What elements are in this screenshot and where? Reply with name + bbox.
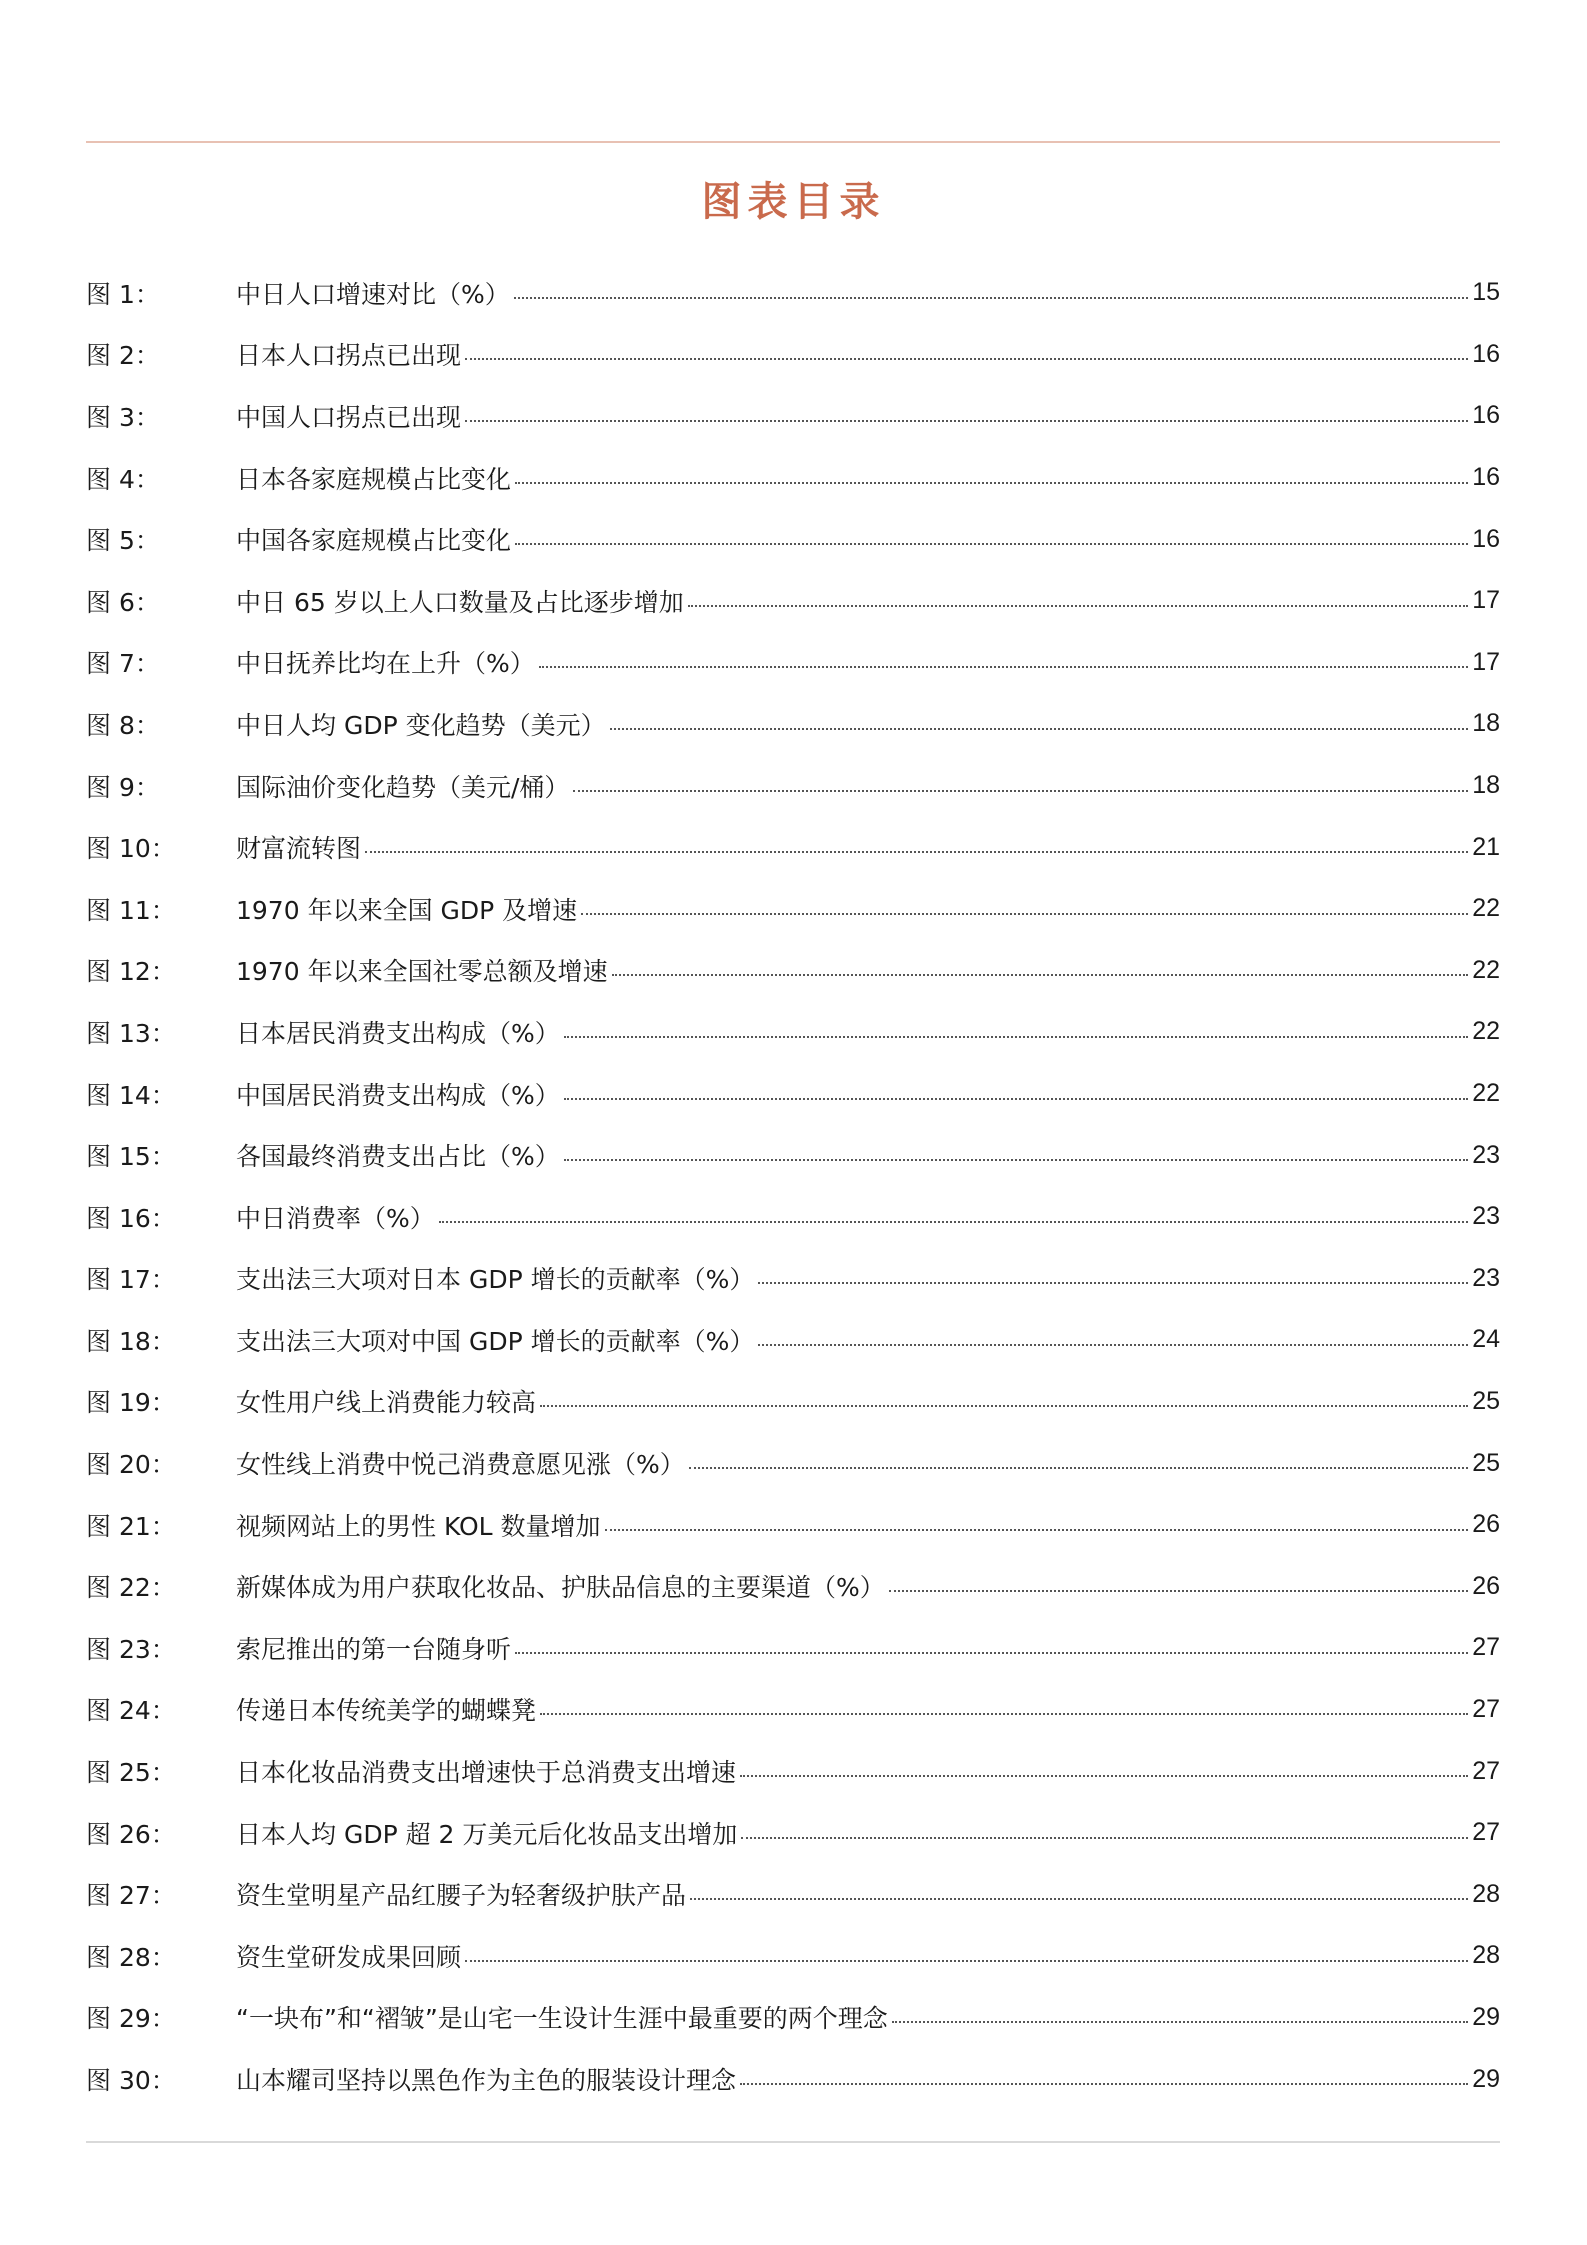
dot-leader bbox=[610, 728, 1469, 730]
figure-caption: 国际油价变化趋势（美元/桶） bbox=[236, 772, 570, 802]
toc-entry[interactable] bbox=[86, 2048, 1500, 2110]
toc-entry[interactable] bbox=[86, 1925, 1500, 1987]
figure-number: 图 10： bbox=[86, 834, 176, 864]
dot-leader bbox=[365, 851, 1468, 853]
page-number: 25 bbox=[1472, 1448, 1500, 1477]
figure-caption: 女性线上消费中悦己消费意愿见涨（%） bbox=[236, 1450, 685, 1480]
page-number: 16 bbox=[1472, 401, 1500, 430]
figure-number: 图 13： bbox=[86, 1018, 176, 1048]
figure-number: 图 20： bbox=[86, 1450, 176, 1480]
dot-leader bbox=[465, 420, 1468, 422]
dot-leader bbox=[689, 1467, 1468, 1469]
figure-caption: 中日人口增速对比（%） bbox=[236, 279, 510, 309]
page-number: 29 bbox=[1472, 2064, 1500, 2093]
figure-number: 图 24： bbox=[86, 1696, 176, 1726]
toc-entry[interactable] bbox=[86, 1987, 1500, 2049]
figure-caption: 山本耀司坚持以黑色作为主色的服装设计理念 bbox=[236, 2066, 737, 2096]
figure-caption: 1970 年以来全国 GDP 及增速 bbox=[236, 895, 578, 925]
dot-leader bbox=[892, 2021, 1468, 2023]
page-number: 17 bbox=[1472, 647, 1500, 676]
toc-entry[interactable] bbox=[86, 1124, 1500, 1186]
figure-number: 图 27： bbox=[86, 1881, 176, 1911]
toc-entry[interactable] bbox=[86, 1063, 1500, 1125]
figure-number: 图 29： bbox=[86, 2004, 176, 2034]
figure-number: 图 6： bbox=[86, 587, 160, 617]
dot-leader bbox=[889, 1590, 1468, 1592]
figure-caption: 支出法三大项对日本 GDP 增长的贡献率（%） bbox=[236, 1265, 755, 1295]
figure-caption: 中国人口拐点已出现 bbox=[236, 402, 462, 432]
toc-entry[interactable] bbox=[86, 1617, 1500, 1679]
dot-leader bbox=[564, 1159, 1468, 1161]
page-number: 23 bbox=[1472, 1140, 1500, 1169]
figure-number: 图 30： bbox=[86, 2066, 176, 2096]
page-number: 16 bbox=[1472, 339, 1500, 368]
toc-entry[interactable] bbox=[86, 1186, 1500, 1248]
toc-entry[interactable] bbox=[86, 755, 1500, 817]
dot-leader bbox=[564, 1098, 1468, 1100]
page-number: 25 bbox=[1472, 1386, 1500, 1415]
figure-caption: 资生堂明星产品红腰子为轻奢级护肤产品 bbox=[236, 1881, 687, 1911]
figure-number: 图 18： bbox=[86, 1326, 176, 1356]
toc-entry[interactable] bbox=[86, 1863, 1500, 1925]
figure-number: 图 12： bbox=[86, 957, 176, 987]
dot-leader bbox=[612, 974, 1469, 976]
header-divider bbox=[86, 141, 1500, 143]
toc-entry[interactable] bbox=[86, 447, 1500, 509]
page-number: 18 bbox=[1472, 771, 1500, 800]
dot-leader bbox=[740, 2083, 1468, 2085]
figure-number: 图 21： bbox=[86, 1511, 176, 1541]
figure-caption: 传递日本传统美学的蝴蝶凳 bbox=[236, 1696, 537, 1726]
toc-entry[interactable] bbox=[86, 1248, 1500, 1310]
toc-entry[interactable] bbox=[86, 1802, 1500, 1864]
figure-caption: 中日消费率（%） bbox=[236, 1203, 435, 1233]
figure-number: 图 11： bbox=[86, 895, 176, 925]
page-number: 16 bbox=[1472, 463, 1500, 492]
figure-caption: 新媒体成为用户获取化妆品、护肤品信息的主要渠道（%） bbox=[236, 1573, 885, 1603]
page-number: 18 bbox=[1472, 709, 1500, 738]
toc-entry[interactable] bbox=[86, 385, 1500, 447]
toc-entry[interactable] bbox=[86, 878, 1500, 940]
figure-number: 图 23： bbox=[86, 1634, 176, 1664]
page-number: 15 bbox=[1472, 278, 1500, 307]
page-number: 27 bbox=[1472, 1694, 1500, 1723]
figure-caption: 1970 年以来全国社零总额及增速 bbox=[236, 957, 608, 987]
figure-caption: 中日 65 岁以上人口数量及占比逐步增加 bbox=[236, 587, 684, 617]
figure-number: 图 22： bbox=[86, 1573, 176, 1603]
figure-number: 图 15： bbox=[86, 1142, 176, 1172]
dot-leader bbox=[688, 605, 1468, 607]
toc-entry[interactable] bbox=[86, 693, 1500, 755]
page-number: 27 bbox=[1472, 1633, 1500, 1662]
page-number: 17 bbox=[1472, 586, 1500, 615]
page-number: 22 bbox=[1472, 1079, 1500, 1108]
figure-number: 图 8： bbox=[86, 710, 160, 740]
dot-leader bbox=[758, 1282, 1468, 1284]
page-number: 23 bbox=[1472, 1202, 1500, 1231]
dot-leader bbox=[515, 482, 1468, 484]
figure-caption: 日本人口拐点已出现 bbox=[236, 341, 462, 371]
dot-leader bbox=[741, 1837, 1468, 1839]
figure-number: 图 26： bbox=[86, 1819, 176, 1849]
dot-leader bbox=[690, 1898, 1468, 1900]
dot-leader bbox=[514, 297, 1468, 299]
figure-caption: 各国最终消费支出占比（%） bbox=[236, 1142, 560, 1172]
figure-number: 图 25： bbox=[86, 1758, 176, 1788]
page-number: 28 bbox=[1472, 1879, 1500, 1908]
figure-caption: 资生堂研发成果回顾 bbox=[236, 1942, 462, 1972]
toc-entry[interactable] bbox=[86, 816, 1500, 878]
page-number: 22 bbox=[1472, 894, 1500, 923]
page-number: 23 bbox=[1472, 1263, 1500, 1292]
dot-leader bbox=[539, 666, 1468, 668]
figure-caption: 中日人均 GDP 变化趋势（美元） bbox=[236, 710, 606, 740]
toc-entry[interactable] bbox=[86, 324, 1500, 386]
page-number: 27 bbox=[1472, 1756, 1500, 1785]
page-number: 22 bbox=[1472, 1017, 1500, 1046]
page-number: 27 bbox=[1472, 1818, 1500, 1847]
figure-number: 图 9： bbox=[86, 772, 160, 802]
toc-entry[interactable] bbox=[86, 262, 1500, 324]
figure-number: 图 16： bbox=[86, 1203, 176, 1233]
figure-caption: 索尼推出的第一台随身听 bbox=[236, 1634, 512, 1664]
toc-entry[interactable] bbox=[86, 1371, 1500, 1433]
dot-leader bbox=[465, 1960, 1468, 1962]
figure-caption: 女性用户线上消费能力较高 bbox=[236, 1388, 537, 1418]
figure-caption: 中日抚养比均在上升（%） bbox=[236, 649, 535, 679]
toc-entry[interactable] bbox=[86, 1432, 1500, 1494]
figure-number: 图 14： bbox=[86, 1080, 176, 1110]
toc-entry[interactable] bbox=[86, 1679, 1500, 1741]
figure-number: 图 28： bbox=[86, 1942, 176, 1972]
dot-leader bbox=[573, 790, 1468, 792]
figure-number: 图 17： bbox=[86, 1265, 176, 1295]
figure-number: 图 3： bbox=[86, 402, 160, 432]
toc-entry[interactable] bbox=[86, 1494, 1500, 1556]
dot-leader bbox=[515, 1652, 1468, 1654]
figure-caption: 中国各家庭规模占比变化 bbox=[236, 526, 512, 556]
dot-leader bbox=[515, 543, 1468, 545]
figure-number: 图 2： bbox=[86, 341, 160, 371]
page-number: 26 bbox=[1472, 1510, 1500, 1539]
figure-caption: “一块布”和“褶皱”是山宅一生设计生涯中最重要的两个理念 bbox=[236, 2004, 888, 2034]
figure-caption: 日本居民消费支出构成（%） bbox=[236, 1018, 560, 1048]
toc-entry[interactable] bbox=[86, 1309, 1500, 1371]
figure-caption: 日本各家庭规模占比变化 bbox=[236, 464, 512, 494]
toc-entry[interactable] bbox=[86, 508, 1500, 570]
dot-leader bbox=[540, 1713, 1468, 1715]
figure-caption: 支出法三大项对中国 GDP 增长的贡献率（%） bbox=[236, 1326, 755, 1356]
figure-number: 图 1： bbox=[86, 279, 160, 309]
page-number: 24 bbox=[1472, 1325, 1500, 1354]
page-number: 16 bbox=[1472, 524, 1500, 553]
page-number: 21 bbox=[1472, 832, 1500, 861]
page-title: 图表目录 bbox=[701, 179, 886, 225]
dot-leader bbox=[605, 1529, 1469, 1531]
toc-entry[interactable] bbox=[86, 570, 1500, 632]
dot-leader bbox=[465, 358, 1468, 360]
toc-entry[interactable] bbox=[86, 1001, 1500, 1063]
figure-list bbox=[86, 262, 1500, 2110]
dot-leader bbox=[540, 1405, 1468, 1407]
figure-number: 图 4： bbox=[86, 464, 160, 494]
figure-caption: 日本人均 GDP 超 2 万美元后化妆品支出增加 bbox=[236, 1819, 738, 1849]
toc-entry[interactable] bbox=[86, 1555, 1500, 1617]
figure-caption: 财富流转图 bbox=[236, 834, 362, 864]
page-number: 28 bbox=[1472, 1941, 1500, 1970]
dot-leader bbox=[564, 1036, 1468, 1038]
page-number: 26 bbox=[1472, 1571, 1500, 1600]
dot-leader bbox=[740, 1775, 1468, 1777]
dot-leader bbox=[758, 1344, 1468, 1346]
dot-leader bbox=[581, 913, 1468, 915]
figure-number: 图 19： bbox=[86, 1388, 176, 1418]
page-number: 22 bbox=[1472, 955, 1500, 984]
dot-leader bbox=[439, 1221, 1468, 1223]
figure-caption: 中国居民消费支出构成（%） bbox=[236, 1080, 560, 1110]
toc-entry[interactable] bbox=[86, 1740, 1500, 1802]
figure-caption: 日本化妆品消费支出增速快于总消费支出增速 bbox=[236, 1758, 737, 1788]
figure-number: 图 7： bbox=[86, 649, 160, 679]
figure-caption: 视频网站上的男性 KOL 数量增加 bbox=[236, 1511, 601, 1541]
footer-divider bbox=[86, 2141, 1500, 2143]
figure-number: 图 5： bbox=[86, 526, 160, 556]
page-number: 29 bbox=[1472, 2002, 1500, 2031]
toc-entry[interactable] bbox=[86, 940, 1500, 1002]
toc-entry[interactable] bbox=[86, 632, 1500, 694]
